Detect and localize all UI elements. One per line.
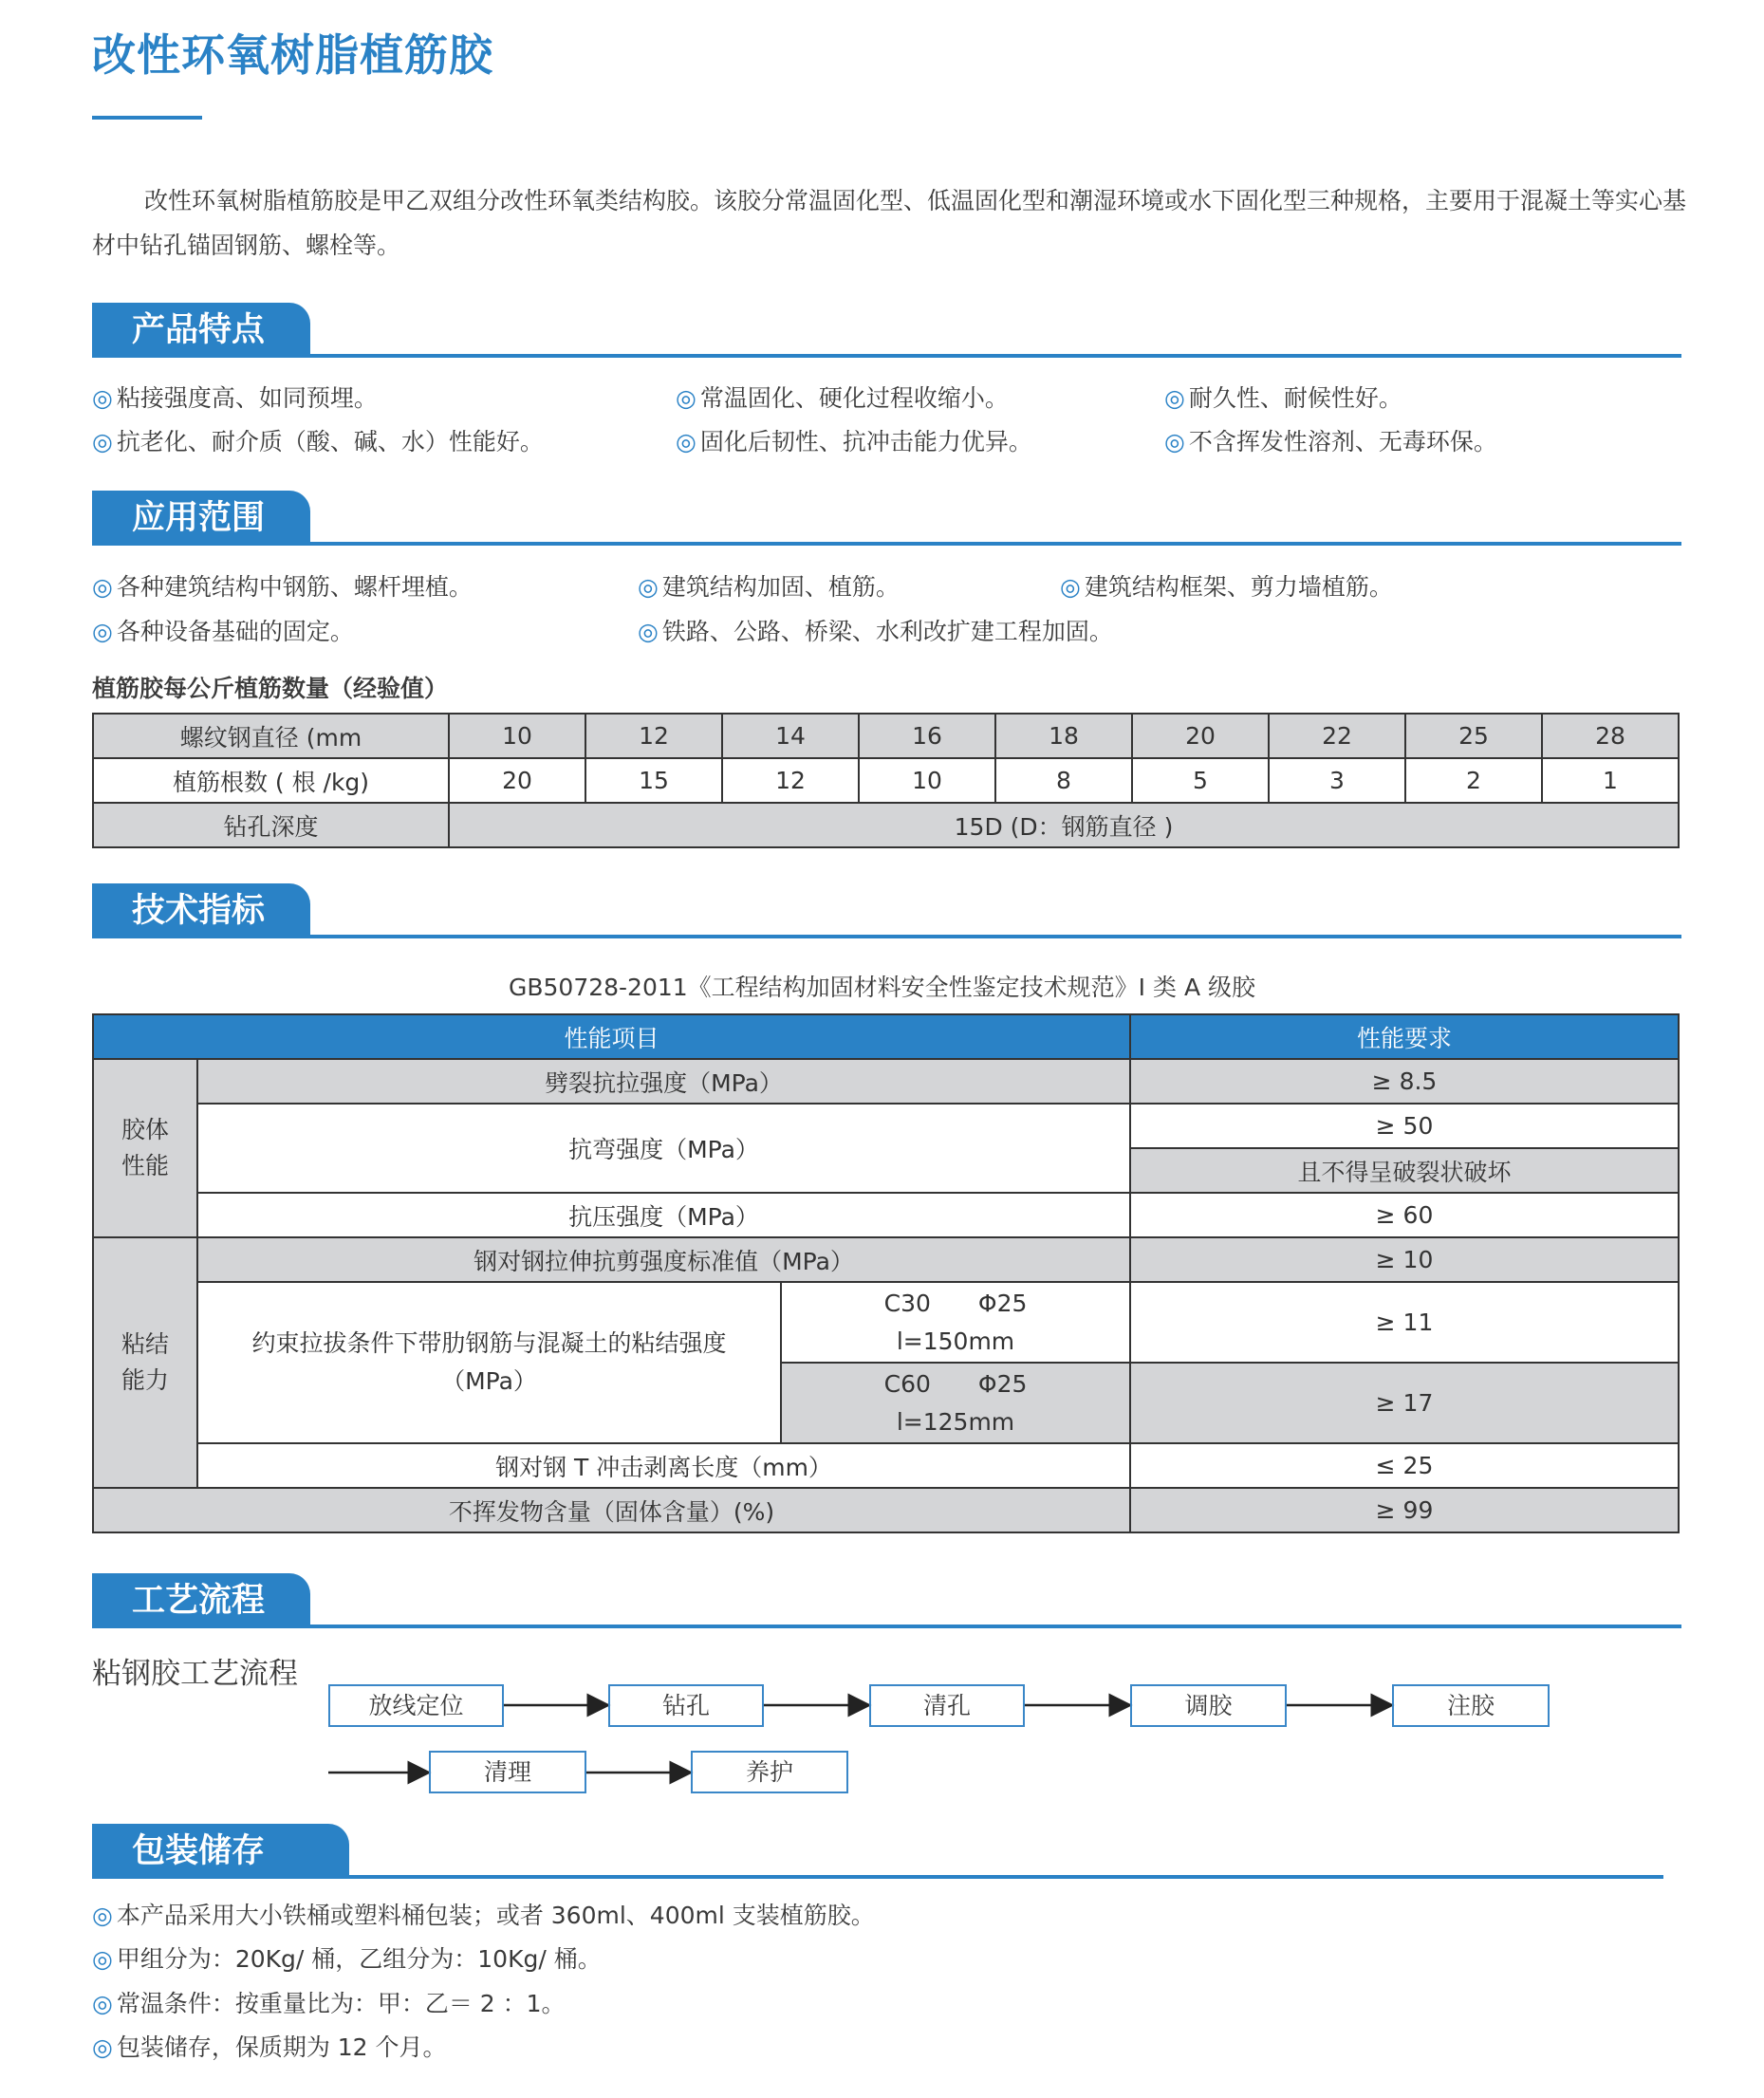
table-row [93, 1237, 1679, 1282]
packaging-item: ◎ 常温条件：按重量比为：甲：乙＝ 2 ：1。 [92, 1990, 566, 2017]
diameter-cell: 22 [1269, 714, 1405, 758]
count-cell: 15 [585, 758, 722, 803]
diameter-cell: 10 [449, 714, 585, 758]
diameter-cell: 20 [1132, 714, 1269, 758]
double-circle-icon: ◎ [92, 1945, 113, 1973]
section-title: 工艺流程 [92, 1573, 310, 1628]
process-step: 清孔 [869, 1684, 1025, 1727]
section-title: 包装储存 [92, 1824, 349, 1879]
process-step: 养护 [691, 1751, 848, 1793]
requirement-cell: ≥ 11 [1130, 1282, 1679, 1363]
double-circle-icon: ◎ [92, 2033, 113, 2061]
intro-paragraph: 改性环氧树脂植筋胶是甲乙双组分改性环氧类结构胶。该胶分常温固化型、低温固化型和潮湿环境或水下固化型三种规格，主要用于混凝土等实心基材中钻孔锚固钢筋、螺栓等。 [92, 187, 1687, 259]
double-circle-icon: ◎ [92, 618, 113, 645]
process-step: 清理 [429, 1751, 586, 1793]
requirement-cell: ≥ 50 [1130, 1104, 1679, 1148]
double-circle-icon: ◎ [638, 618, 659, 645]
process-subtitle: 粘钢胶工艺流程 [92, 1657, 298, 1691]
packaging-item: ◎ 甲组分为：20Kg/ 桶，乙组分为：10Kg/ 桶。 [92, 1945, 602, 1973]
table-row [93, 758, 1679, 803]
table-row [93, 1282, 1679, 1363]
feature-item: ◎ 耐久性、耐候性好。 [1164, 384, 1402, 412]
table-row [93, 803, 1679, 847]
requirement-cell: ≥ 8.5 [1130, 1059, 1679, 1104]
count-cell: 12 [722, 758, 859, 803]
double-circle-icon: ◎ [638, 573, 659, 601]
feature-item: ◎ 常温固化、硬化过程收缩小。 [676, 384, 1009, 412]
section-applications-header [92, 491, 1681, 546]
double-circle-icon: ◎ [676, 428, 696, 455]
item-cell: 抗压强度（MPa） [197, 1193, 1130, 1237]
count-cell: 8 [995, 758, 1132, 803]
count-cell: 2 [1405, 758, 1542, 803]
table-row [93, 714, 1679, 758]
item-cell: 抗弯强度（MPa） [197, 1104, 1130, 1193]
row-label: 钻孔深度 [93, 803, 449, 847]
diameter-cell: 12 [585, 714, 722, 758]
count-cell: 5 [1132, 758, 1269, 803]
item-cell: 钢对钢拉伸抗剪强度标准值（MPa） [197, 1237, 1130, 1282]
rebar-table [92, 713, 1680, 848]
double-circle-icon: ◎ [92, 428, 113, 455]
double-circle-icon: ◎ [676, 384, 696, 412]
double-circle-icon: ◎ [1060, 573, 1081, 601]
row-label: 植筋根数 ( 根 /kg) [93, 758, 449, 803]
section-title: 产品特点 [92, 303, 310, 358]
feature-item: ◎ 固化后韧性、抗冲击能力优异。 [676, 428, 1032, 455]
col-header-requirement: 性能要求 [1130, 1014, 1679, 1059]
count-cell: 20 [449, 758, 585, 803]
table-row [93, 1488, 1679, 1532]
process-step: 钻孔 [608, 1684, 764, 1727]
section-rule [92, 935, 1681, 938]
item-cell: 不挥发物含量（固体含量）(%) [93, 1488, 1130, 1532]
table-row [93, 1443, 1679, 1488]
section-rule [92, 542, 1681, 546]
requirement-cell: 且不得呈破裂状破坏 [1130, 1148, 1679, 1193]
item-cell: 劈裂抗拉强度（MPa） [197, 1059, 1130, 1104]
double-circle-icon: ◎ [92, 384, 113, 412]
group-label: 粘结 能力 [93, 1237, 197, 1488]
double-circle-icon: ◎ [1164, 428, 1185, 455]
title-underline [92, 116, 202, 120]
diameter-cell: 16 [859, 714, 995, 758]
process-step: 调胶 [1130, 1684, 1287, 1727]
item-cell: 钢对钢 T 冲击剥离长度（mm） [197, 1443, 1130, 1488]
feature-item: ◎ 不含挥发性溶剂、无毒环保。 [1164, 428, 1497, 455]
diameter-cell: 18 [995, 714, 1132, 758]
section-title: 技术指标 [92, 883, 310, 938]
rebar-table-caption: 植筋胶每公斤植筋数量（经验值） [92, 675, 449, 702]
double-circle-icon: ◎ [92, 1990, 113, 2017]
table-row [93, 1193, 1679, 1237]
table-row [93, 1104, 1679, 1148]
condition-cell: C30 Φ25 l=150mm [781, 1282, 1130, 1363]
diameter-cell: 14 [722, 714, 859, 758]
group-label: 胶体 性能 [93, 1059, 197, 1237]
packaging-item: ◎ 本产品采用大小铁桶或塑料桶包装；或者 360ml、400ml 支装植筋胶。 [92, 1902, 875, 1929]
application-item: ◎ 建筑结构框架、剪力墙植筋。 [1060, 573, 1393, 601]
application-item: ◎ 建筑结构加固、植筋。 [638, 573, 900, 601]
feature-item: ◎ 粘接强度高、如同预埋。 [92, 384, 378, 412]
requirement-cell: ≥ 60 [1130, 1193, 1679, 1237]
double-circle-icon: ◎ [92, 573, 113, 601]
double-circle-icon: ◎ [1164, 384, 1185, 412]
requirement-cell: ≥ 10 [1130, 1237, 1679, 1282]
section-rule [92, 354, 1681, 358]
application-item: ◎ 铁路、公路、桥梁、水利改扩建工程加固。 [638, 618, 1113, 645]
standard-caption: GB50728-2011《工程结构加固材料安全性鉴定技术规范》I 类 A 级胶 [508, 974, 1255, 1001]
diameter-cell: 28 [1542, 714, 1679, 758]
item-cell: 约束拉拔条件下带肋钢筋与混凝土的粘结强度（MPa） [197, 1282, 781, 1443]
process-step: 注胶 [1392, 1684, 1550, 1727]
double-circle-icon: ◎ [92, 1902, 113, 1929]
table-header-row [93, 1014, 1679, 1059]
section-rule [92, 1625, 1681, 1628]
packaging-item: ◎ 包装储存，保质期为 12 个月。 [92, 2033, 447, 2061]
count-cell: 1 [1542, 758, 1679, 803]
row-label: 螺纹钢直径 (mm [93, 714, 449, 758]
requirement-cell: ≤ 25 [1130, 1443, 1679, 1488]
table-row [93, 1059, 1679, 1104]
section-features-header [92, 303, 1681, 358]
requirement-cell: ≥ 99 [1130, 1488, 1679, 1532]
section-title: 应用范围 [92, 491, 310, 546]
section-process-header [92, 1573, 1681, 1628]
col-header-item: 性能项目 [93, 1014, 1130, 1059]
requirement-cell: ≥ 17 [1130, 1363, 1679, 1443]
condition-cell: C60 Φ25 l=125mm [781, 1363, 1130, 1443]
section-specs-header [92, 883, 1681, 938]
section-packaging-header [92, 1824, 1663, 1879]
process-step: 放线定位 [328, 1684, 504, 1727]
diameter-cell: 25 [1405, 714, 1542, 758]
page-title: 改性环氧树脂植筋胶 [92, 29, 493, 81]
count-cell: 3 [1269, 758, 1405, 803]
count-cell: 10 [859, 758, 995, 803]
specs-table [92, 1013, 1680, 1533]
application-item: ◎ 各种设备基础的固定。 [92, 618, 354, 645]
application-item: ◎ 各种建筑结构中钢筋、螺杆埋植。 [92, 573, 473, 601]
feature-item: ◎ 抗老化、耐介质（酸、碱、水）性能好。 [92, 428, 544, 455]
depth-cell: 15D (D：钢筋直径 ) [449, 803, 1679, 847]
